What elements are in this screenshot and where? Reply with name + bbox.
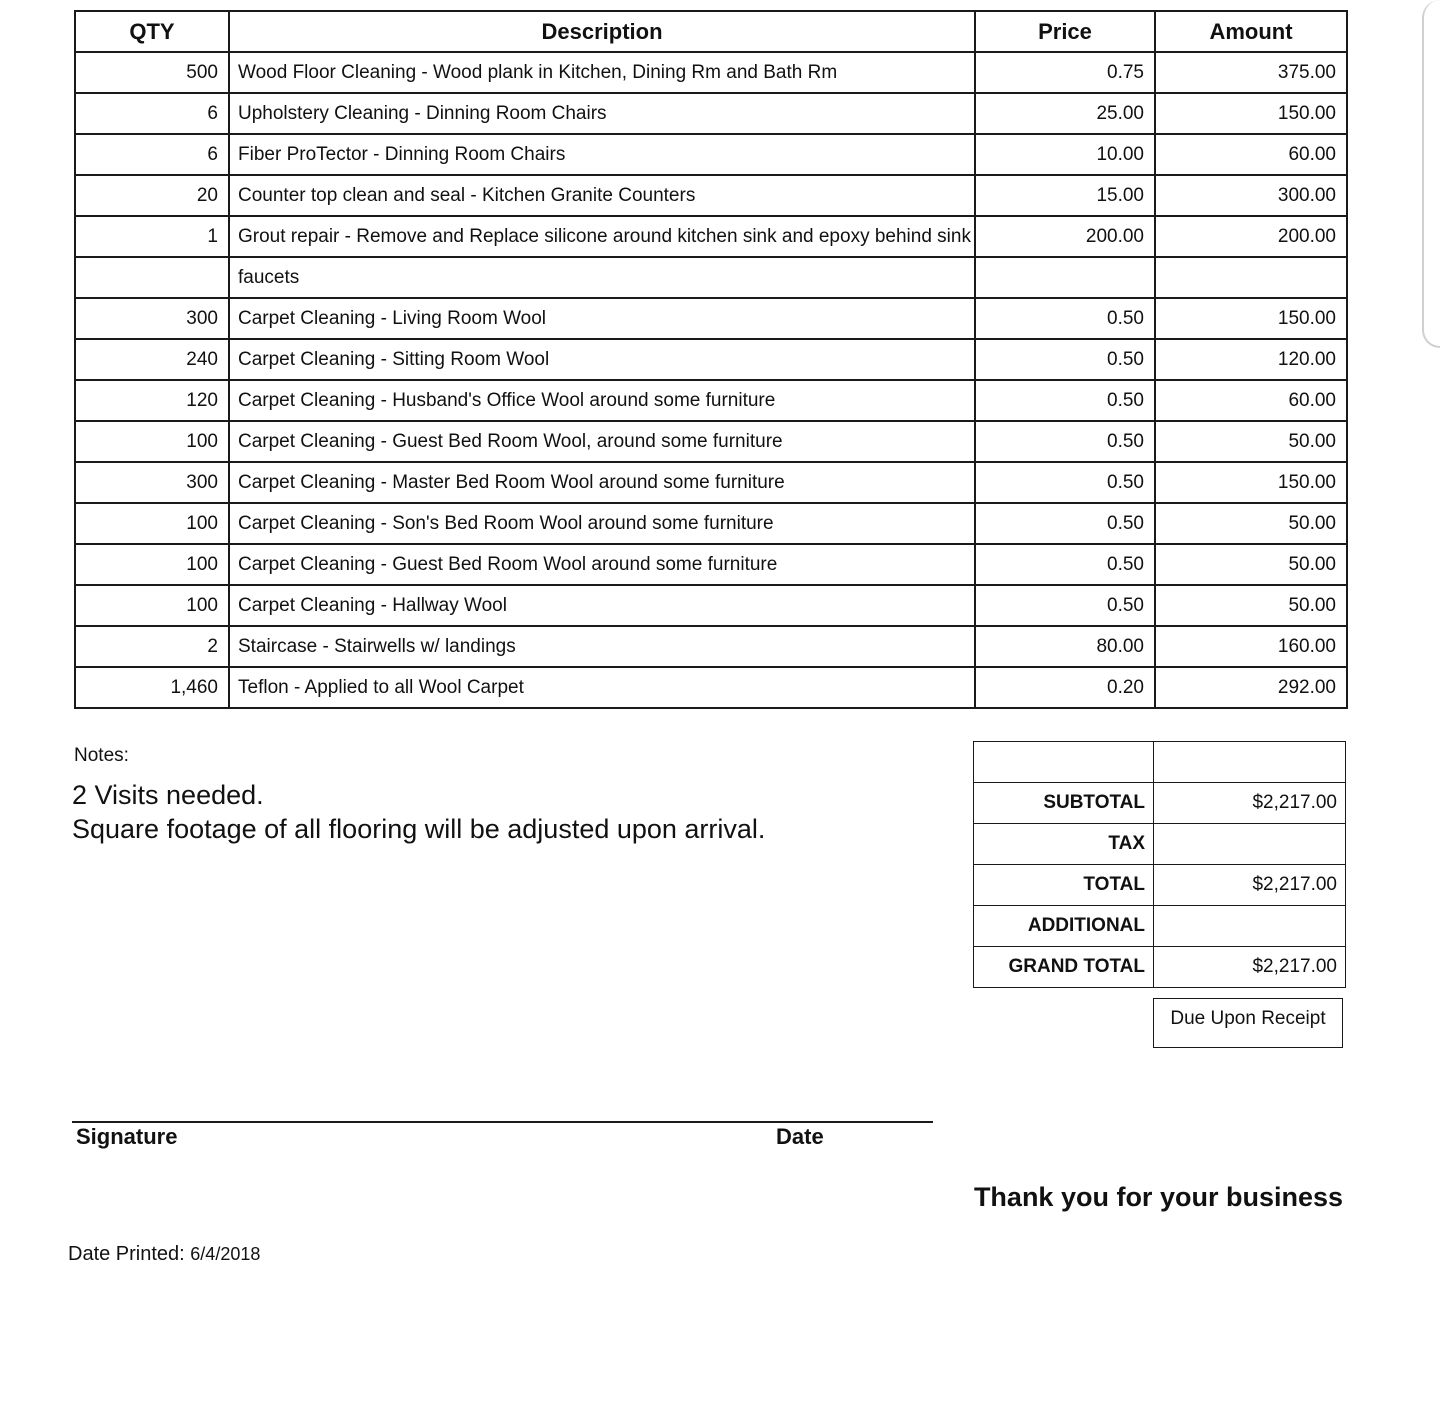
description-cell: Carpet Cleaning - Guest Bed Room Wool around some furniture [229,544,975,585]
amount-cell: 200.00 [1155,216,1347,257]
table-row [75,626,1347,667]
amount-cell: 292.00 [1155,667,1347,708]
description-cell: Upholstery Cleaning - Dinning Room Chairs [229,93,975,134]
table-row [75,298,1347,339]
notes-line: 2 Visits needed. [72,780,264,810]
amount-cell: 300.00 [1155,175,1347,216]
price-cell: 0.50 [975,421,1155,462]
table-row [75,585,1347,626]
price-cell: 0.20 [975,667,1155,708]
table-row [75,667,1347,708]
qty-cell: 1,460 [75,667,229,708]
amount-cell: 375.00 [1155,52,1347,93]
totals-table [973,741,1346,988]
description-cell: Fiber ProTector - Dinning Room Chairs [229,134,975,175]
description-cell: Carpet Cleaning - Husband's Office Wool around some furniture [229,380,975,421]
date-label: Date [776,1124,824,1149]
totals-label [974,742,1154,783]
table-row [75,216,1347,257]
table-row [75,462,1347,503]
table-row [75,339,1347,380]
totals-label: ADDITIONAL [974,906,1154,947]
amount-cell: 50.00 [1155,585,1347,626]
amount-cell: 120.00 [1155,339,1347,380]
line-items-body [75,52,1347,708]
price-cell: 25.00 [975,93,1155,134]
totals-row [974,947,1346,988]
amount-cell: 150.00 [1155,462,1347,503]
totals-value [1154,906,1346,947]
totals-row [974,783,1346,824]
qty-cell: 300 [75,298,229,339]
price-cell: 0.50 [975,380,1155,421]
qty-cell: 500 [75,52,229,93]
notes-text [72,778,765,846]
amount-header: Amount [1155,11,1347,52]
qty-cell: 6 [75,134,229,175]
payment-terms: Due Upon Receipt [1153,998,1343,1048]
totals-row [974,824,1346,865]
totals-value: $2,217.00 [1154,947,1346,988]
table-row [75,380,1347,421]
table-row [75,257,1347,298]
price-cell: 0.50 [975,503,1155,544]
amount-cell: 60.00 [1155,380,1347,421]
date-printed-label: Date Printed: [68,1243,185,1265]
price-cell: 200.00 [975,216,1155,257]
qty-cell: 120 [75,380,229,421]
notes-label: Notes: [74,745,129,766]
qty-cell: 6 [75,93,229,134]
qty-cell [75,257,229,298]
price-cell: 0.50 [975,298,1155,339]
table-row [75,52,1347,93]
price-cell: 0.50 [975,339,1155,380]
price-cell: 0.50 [975,585,1155,626]
signature-label: Signature [76,1124,178,1149]
price-cell: 0.50 [975,462,1155,503]
description-cell: faucets [229,257,975,298]
table-row [75,421,1347,462]
amount-cell: 50.00 [1155,503,1347,544]
amount-cell: 150.00 [1155,93,1347,134]
date-printed [68,1243,260,1266]
qty-cell: 100 [75,585,229,626]
totals-value [1154,824,1346,865]
table-row [75,175,1347,216]
description-cell: Carpet Cleaning - Master Bed Room Wool around some furniture [229,462,975,503]
price-cell: 15.00 [975,175,1155,216]
price-cell: 80.00 [975,626,1155,667]
thank-you-message: Thank you for your business [973,1182,1343,1212]
qty-cell: 240 [75,339,229,380]
totals-label: GRAND TOTAL [974,947,1154,988]
qty-cell: 2 [75,626,229,667]
amount-cell [1155,257,1347,298]
description-cell: Carpet Cleaning - Guest Bed Room Wool, around some furniture [229,421,975,462]
date-printed-value: 6/4/2018 [190,1244,261,1264]
qty-header: QTY [75,11,229,52]
invoice-line-items-table [74,10,1348,709]
table-row [75,544,1347,585]
totals-row [974,906,1346,947]
description-header: Description [229,11,975,52]
qty-cell: 20 [75,175,229,216]
price-cell: 10.00 [975,134,1155,175]
amount-cell: 50.00 [1155,421,1347,462]
description-cell: Teflon - Applied to all Wool Carpet [229,667,975,708]
description-cell: Grout repair - Remove and Replace silicone around kitchen sink and epoxy behind sink [229,216,975,257]
totals-value: $2,217.00 [1154,865,1346,906]
totals-label: TAX [974,824,1154,865]
price-cell [975,257,1155,298]
totals-value: $2,217.00 [1154,783,1346,824]
price-cell: 0.50 [975,544,1155,585]
table-row [75,503,1347,544]
totals-value [1154,742,1346,783]
totals-label: SUBTOTAL [974,783,1154,824]
qty-cell: 100 [75,503,229,544]
table-header-row [75,11,1347,52]
table-row [75,134,1347,175]
description-cell: Carpet Cleaning - Living Room Wool [229,298,975,339]
page-edge-scroll-handle[interactable] [1422,0,1440,348]
amount-cell: 160.00 [1155,626,1347,667]
description-cell: Counter top clean and seal - Kitchen Granite Counters [229,175,975,216]
price-cell: 0.75 [975,52,1155,93]
totals-row [974,865,1346,906]
notes-line: Square footage of all flooring will be adjusted upon arrival. [72,814,766,844]
qty-cell: 300 [75,462,229,503]
table-row [75,93,1347,134]
amount-cell: 150.00 [1155,298,1347,339]
description-cell: Carpet Cleaning - Hallway Wool [229,585,975,626]
description-cell: Wood Floor Cleaning - Wood plank in Kitchen, Dining Rm and Bath Rm [229,52,975,93]
description-cell: Carpet Cleaning - Son's Bed Room Wool around some furniture [229,503,975,544]
signature-line [72,1121,933,1123]
price-header: Price [975,11,1155,52]
amount-cell: 50.00 [1155,544,1347,585]
totals-row [974,742,1346,783]
qty-cell: 1 [75,216,229,257]
totals-body [974,742,1346,988]
qty-cell: 100 [75,421,229,462]
totals-label: TOTAL [974,865,1154,906]
description-cell: Staircase - Stairwells w/ landings [229,626,975,667]
amount-cell: 60.00 [1155,134,1347,175]
qty-cell: 100 [75,544,229,585]
description-cell: Carpet Cleaning - Sitting Room Wool [229,339,975,380]
